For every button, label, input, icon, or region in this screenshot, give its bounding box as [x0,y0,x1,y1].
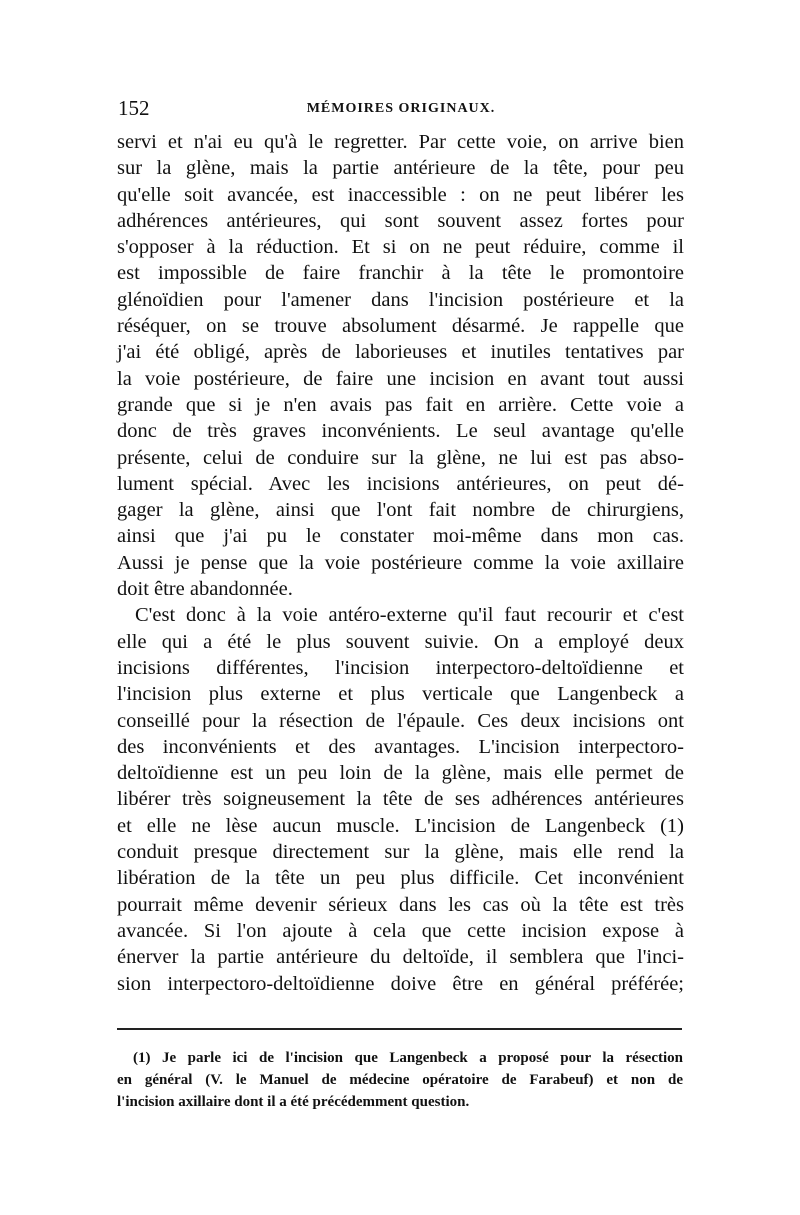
body-line: C'est donc à la voie antéro-externe qu'il faut recourir et c'est [135,604,684,627]
body-line: donc de très graves inconvénients. Le seul avantage qu'elle [117,420,684,443]
body-line: la voie postérieure, de faire une incision en avant tout aussi [117,367,684,390]
body-line: libération de la tête un peu plus difficile. Cet inconvénient [117,867,684,890]
body-line: ainsi que j'ai pu le constater moi-même dans mon cas. [117,525,684,548]
body-line: et elle ne lèse aucun muscle. L'incision de Langenbeck (1) [117,814,684,837]
body-line: conduit presque directement sur la glène, mais elle rend la [117,841,684,864]
body-text [117,129,684,997]
body-line: présente, celui de conduire sur la glène, ne lui est pas abso- [117,446,684,469]
footnote-line: l'incision axillaire dont il a été précédemment question. [117,1094,470,1110]
body-line: j'ai été obligé, après de laborieuses et inutiles tentatives par [117,341,684,364]
body-line: lument spécial. Avec les incisions antérieures, on peut dé- [117,472,684,495]
body-line: énerver la partie antérieure du deltoïde, il semblera que l'inci- [117,946,684,969]
body-line: conseillé pour la résection de l'épaule. Ces deux incisions ont [117,709,684,732]
body-line: elle qui a été le plus souvent suivie. On a employé deux [117,630,684,653]
footnote-line: (1) Je parle ici de l'incision que Langenbeck a proposé pour la résection [133,1050,683,1066]
body-line: des inconvénients et des avantages. L'incision interpectoro- [117,735,684,758]
footnote [117,1047,683,1113]
body-line: sur la glène, mais la partie antérieure de la tête, pour peu [117,157,684,180]
body-line: grande que si je n'en avais pas fait en arrière. Cette voie a [117,393,684,416]
body-line: deltoïdienne est un peu loin de la glène, mais elle permet de [117,762,684,785]
body-line: s'opposer à la réduction. Et si on ne peut réduire, comme il [117,236,684,259]
body-line: l'incision plus externe et plus verticale que Langenbeck a [117,683,684,706]
running-head: MÉMOIRES ORIGINAUX. [306,101,496,116]
body-line: libérer très soigneusement la tête de ses adhérences antérieures [117,788,684,811]
body-line: pourrait même devenir sérieux dans les cas où la tête est très [117,893,684,916]
body-line: qu'elle soit avancée, est inaccessible : on ne peut libérer les [117,183,684,206]
footnote-line: en général (V. le Manuel de médecine opératoire de Farabeuf) et non de [117,1072,683,1088]
body-line: adhérences antérieures, qui sont souvent assez fortes pour [117,209,684,232]
page-header [118,96,684,126]
page-number: 152 [118,96,150,120]
body-line: Aussi je pense que la voie postérieure comme la voie axillaire [117,551,684,574]
body-line: servi et n'ai eu qu'à le regretter. Par cette voie, on arrive bien [117,131,684,153]
body-line: est impossible de faire franchir à la tête le promontoire [117,262,684,285]
body-line: sion interpectoro-deltoïdienne doive être en général préférée; [117,972,684,995]
body-line: avancée. Si l'on ajoute à cela que cette incision expose à [117,919,684,942]
body-line: glénoïdien pour l'amener dans l'incision postérieure et la [117,288,684,311]
body-line: doit être abandonnée. [117,578,293,601]
footnote-divider [117,1028,682,1030]
body-line: incisions différentes, l'incision interpectoro-deltoïdienne et [117,656,684,679]
body-line: gager la glène, ainsi que l'ont fait nombre de chirurgiens, [117,499,684,522]
body-line: réséquer, on se trouve absolument désarmé. Je rappelle que [117,315,684,338]
